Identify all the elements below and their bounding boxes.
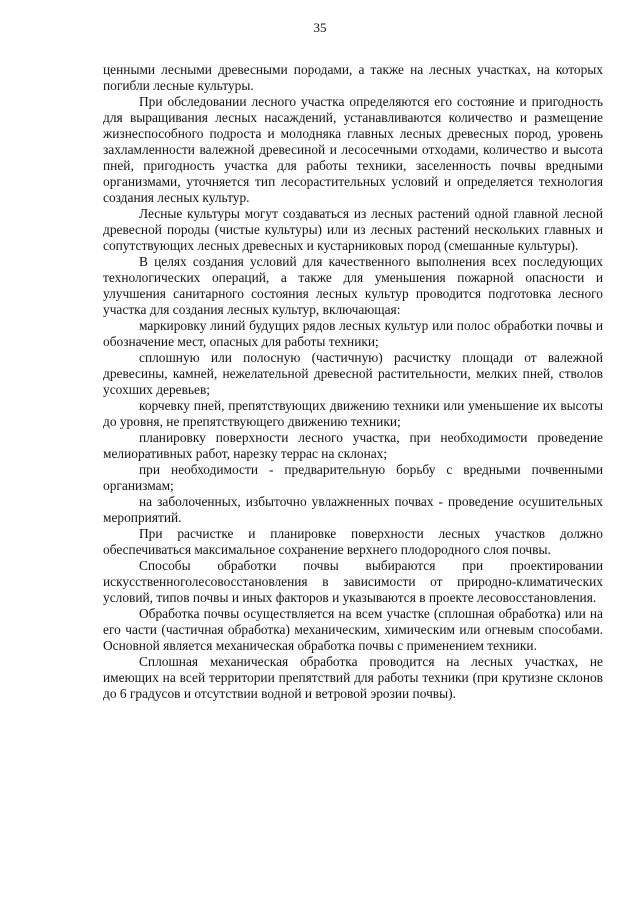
list-item-clearing: сплошную или полосную (частичную) расчистку площади от валежной древесины, камней, нежелательной древесной растительности, мелких пней, стволов усохших деревьев; (103, 350, 603, 397)
list-item-marking: маркировку линий будущих рядов лесных культур или полос обработки почвы и обозначение мест, опасных для работы техники; (103, 318, 603, 349)
page-number: 35 (313, 20, 327, 35)
paragraph-2: При обследовании лесного участка определяются его состояние и пригодность для выращивания лесных насаждений, устанавливаются количество и размещение жизнеспособного подроста и молодняка главных лесных древесных пород, уровень захламленности валежной древесиной и лесосечными отходами, количество и высота пней, пригодность участка для работы техники, заселенность почвы вредными организмами, уточняется тип лесорастительных условий и определяется технология создания лесных культур. (103, 94, 603, 205)
list-item-leveling: планировку поверхности лесного участка, при необходимости проведение мелиоративных работ, нарезку террас на склонах; (103, 430, 603, 461)
list-item-pest-control: при необходимости - предварительную борьбу с вредными почвенными организмам; (103, 462, 603, 493)
paragraph-4: В целях создания условий для качественного выполнения всех последующих технологических операций, а также для уменьшения пожарной опасности и улучшения санитарного состояния лесных культур проводится подготовка лесного участка для создания лесных культур, включающая: (103, 254, 603, 317)
list-item-drainage: на заболоченных, избыточно увлажненных почвах - проведение осушительных мероприятий. (103, 494, 603, 525)
document-body (103, 62, 603, 702)
paragraph-3: Лесные культуры могут создаваться из лесных растений одной главной лесной древесной породы (чистые культуры) или из лесных растений нескольких главных и сопутствующих лесных древесных и кустарниковых пород (смешанные культуры). (103, 206, 603, 253)
paragraph-11: При расчистке и планировке поверхности лесных участков должно обеспечиваться максимальное сохранение верхнего плодородного слоя почвы. (103, 526, 603, 557)
paragraph-1: ценными лесными древесными породами, а также на лесных участках, на которых погибли лесные культуры. (103, 62, 603, 93)
paragraph-14: Сплошная механическая обработка проводится на лесных участках, не имеющих на всей территории препятствий для работы техники (при крутизне склонов до 6 градусов и отсутствии водной и ветровой эрозии почвы). (103, 654, 603, 701)
paragraph-13: Обработка почвы осуществляется на всем участке (сплошная обработка) или на его части (частичная обработка) механическим, химическим или огневым способами. Основной является механическая обработка почвы с применением техники. (103, 606, 603, 653)
paragraph-12: Способы обработки почвы выбираются при проектировании искусственноголесовосстановления в зависимости от природно-климатических условий, типов почвы и иных факторов и указываются в проекте лесовосстановления. (103, 558, 603, 605)
list-item-stump-removal: корчевку пней, препятствующих движению техники или уменьшение их высоты до уровня, не препятствующего движению техники; (103, 398, 603, 429)
